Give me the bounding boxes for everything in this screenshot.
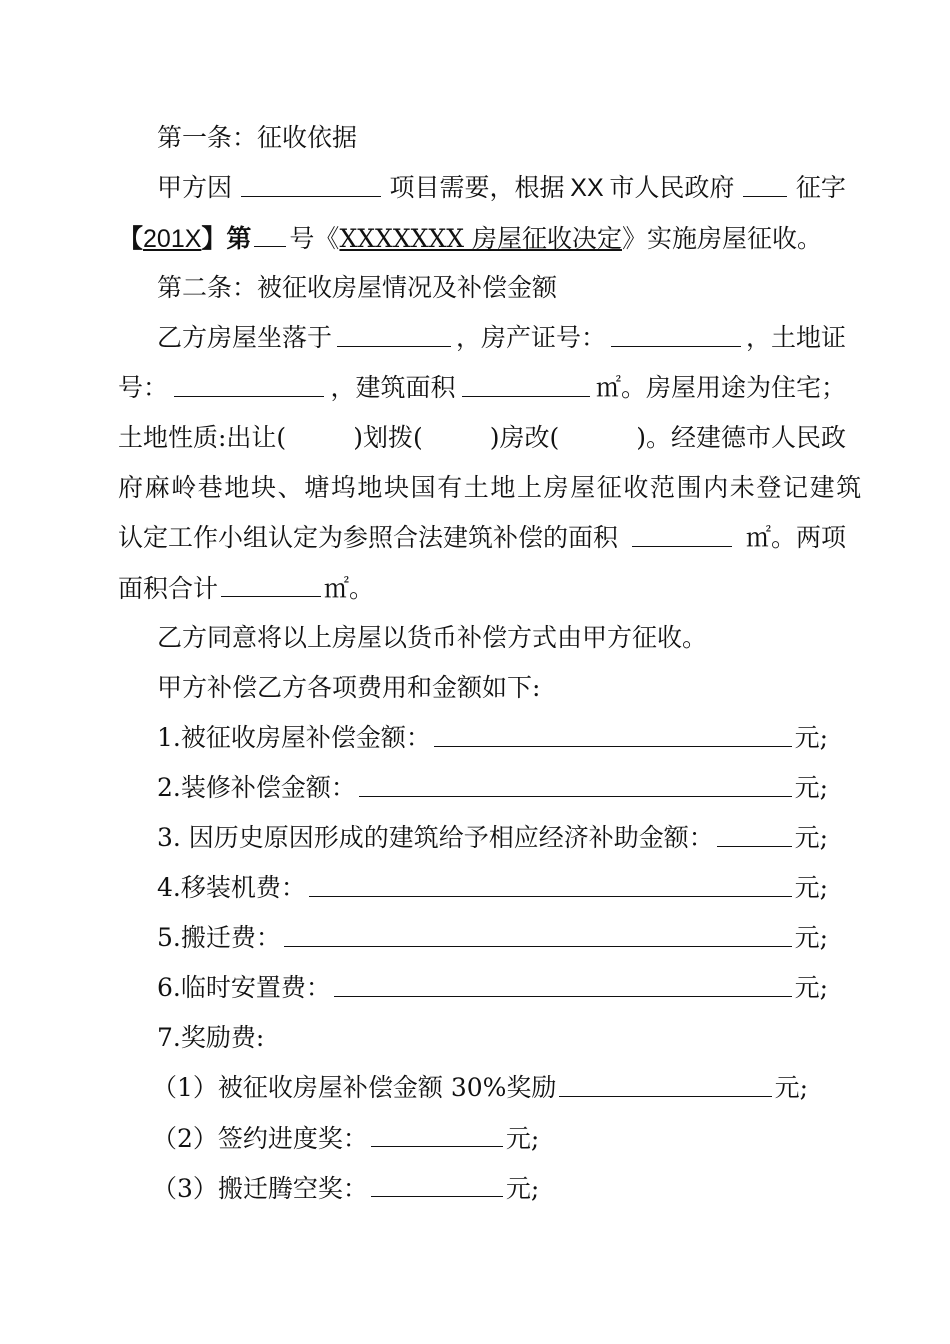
reward-3 (152, 1168, 846, 1208)
year-text: 201X (143, 225, 202, 253)
item-unit: 元; (794, 923, 828, 952)
article-1-heading: 第一条：征收依据 (157, 123, 358, 152)
reward-unit: 元; (774, 1073, 808, 1102)
building-area-blank (462, 368, 590, 397)
text: 项目需要，根据 (389, 173, 565, 202)
text: 【 (118, 224, 144, 253)
text: ，房产证号： (455, 323, 606, 352)
reward-2 (152, 1118, 846, 1158)
text: )房改( (489, 423, 560, 452)
item-unit: 元; (794, 873, 828, 902)
item-7 (157, 1018, 846, 1058)
article-1-line-1 (157, 168, 846, 208)
item-label: 1.被征收房屋补偿金额： (157, 723, 431, 752)
text: 认定工作小组认定为参照合法建筑补偿的面积 (118, 523, 619, 552)
text: ，建筑面积 (330, 373, 456, 402)
item-5 (157, 918, 828, 958)
amount-blank (334, 968, 792, 997)
reward-1 (152, 1068, 808, 1108)
project-name-blank (241, 168, 381, 197)
text: 征字 (795, 173, 846, 202)
text: 》实施房屋征收。 (621, 224, 822, 253)
item-unit: 元; (794, 723, 828, 752)
item-label: 3. 因历史原因形成的建筑给予相应经济补助金额： (157, 823, 714, 852)
text: )划拨( (353, 423, 423, 452)
total-area-blank (221, 568, 321, 597)
text: 号《 (289, 224, 340, 253)
land-cert-blank (174, 368, 324, 397)
item-unit: 元; (794, 823, 828, 852)
text: 土地性质:出让( (118, 423, 287, 452)
article-2-heading: 第二条：被征收房屋情况及补偿金额 (157, 273, 558, 302)
allocation-paren-space (438, 418, 474, 458)
item-1 (157, 718, 828, 758)
item-2 (157, 768, 828, 808)
item-label: 7.奖励费: (157, 1023, 265, 1052)
article-2-line-1 (157, 318, 846, 358)
text: 甲方因 (157, 173, 233, 202)
location-blank (337, 318, 451, 347)
doc-number-blank (743, 168, 787, 197)
item-unit: 元; (794, 973, 828, 1002)
text: ㎡。房屋用途为住宅； (595, 373, 846, 402)
reward-unit: 元; (505, 1174, 540, 1203)
recognized-area-blank (632, 518, 732, 547)
consent-paragraph: 乙方同意将以上房屋以货币补偿方式由甲方征收。 (157, 623, 708, 652)
text: ，土地证 (745, 323, 846, 352)
item-label: 6.临时安置费： (157, 973, 331, 1002)
text: 乙方房屋坐落于 (157, 323, 333, 352)
article-2-line-5 (118, 518, 846, 558)
amount-blank (371, 1118, 503, 1147)
amount-blank (559, 1068, 771, 1097)
text: 市人民政府 (609, 173, 735, 202)
text: 号： (118, 373, 169, 402)
reform-paren-space (575, 418, 621, 458)
text: )。经建德市人民政 (636, 423, 846, 452)
article-2-line-2 (118, 368, 846, 408)
article-1-line-2 (118, 218, 846, 258)
text: ㎡。 (324, 574, 375, 603)
article-2-line-4: 府麻岭巷地块、塘坞地块国有土地上房屋征收范围内未登记建筑 (118, 473, 863, 502)
item-3 (157, 818, 828, 858)
fees-intro: 甲方补偿乙方各项费用和金额如下: (157, 673, 541, 702)
amount-blank (284, 918, 792, 947)
property-cert-blank (611, 318, 741, 347)
article-2-line-6 (118, 568, 846, 608)
amount-blank (359, 768, 792, 797)
amount-blank (371, 1168, 503, 1197)
item-6 (157, 968, 828, 1008)
doc-seq-blank (254, 218, 286, 247)
transfer-paren-space (302, 418, 338, 458)
text: 】第 (201, 224, 252, 253)
text: 面积合计 (118, 574, 219, 603)
item-unit: 元; (794, 773, 828, 802)
reward-label: （2）签约进度奖： (152, 1124, 368, 1153)
reward-label: （3）搬迁腾空奖： (152, 1174, 368, 1203)
article-2-line-3 (118, 418, 846, 458)
reward-unit: 元; (505, 1124, 540, 1153)
text: ㎡。两项 (745, 523, 846, 552)
amount-blank (434, 718, 792, 747)
item-4 (157, 868, 828, 908)
item-label: 4.移装机费： (157, 873, 306, 902)
decision-title: XXXXXXX 房屋征收决定 (339, 224, 622, 253)
reward-label: （1）被征收房屋补偿金额 30%奖励 (152, 1073, 557, 1102)
amount-blank (717, 818, 792, 847)
item-label: 5.搬迁费： (157, 923, 281, 952)
amount-blank (309, 868, 792, 897)
text: XX (570, 174, 604, 202)
item-label: 2.装修补偿金额： (157, 773, 356, 802)
